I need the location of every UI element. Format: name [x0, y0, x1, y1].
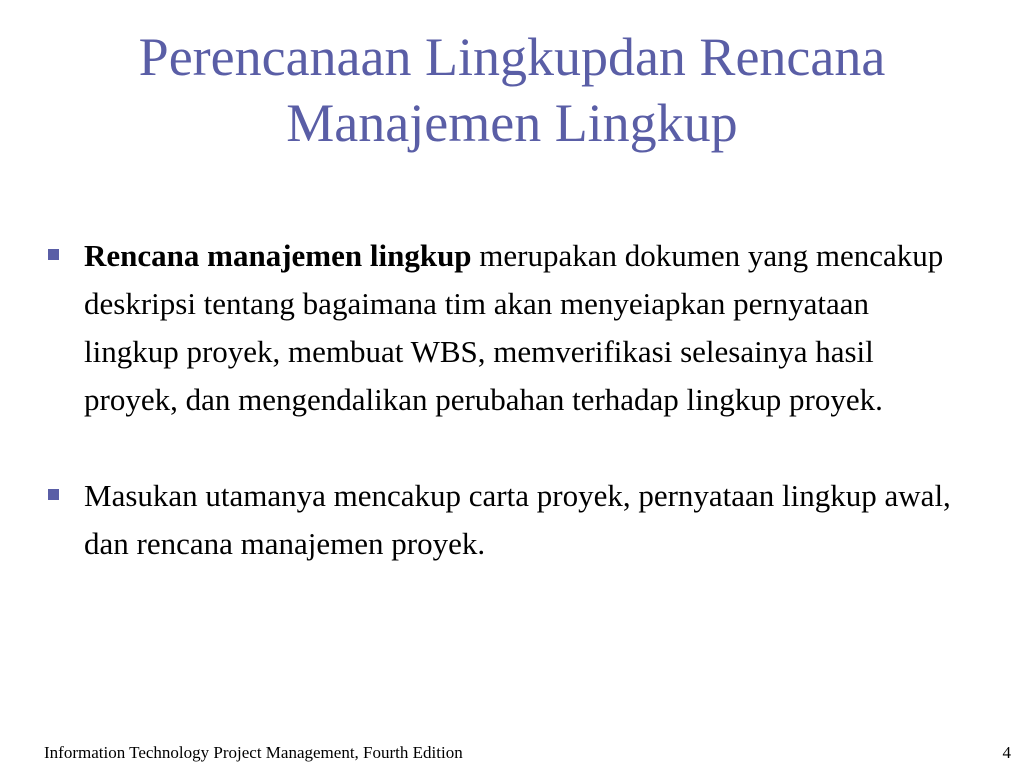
bullet-body-text: Masukan utamanya mencakup carta proyek, pernyataan lingkup awal, dan rencana manajemen proyek.	[84, 478, 951, 561]
square-bullet-icon	[48, 489, 59, 500]
bullet-bold-term: Rencana manajemen lingkup	[84, 238, 472, 273]
footer-text: Information Technology Project Management, Fourth Edition	[44, 743, 463, 762]
bullet-item-scope-plan	[44, 232, 964, 424]
bullet-list	[44, 232, 964, 568]
bullet-body-text: merupakan dokumen yang mencakup deskripsi tentang bagaimana tim akan menyeiapkan pernyataan lingkup proyek, membuat WBS, memverifikasi selesainya hasil proyek, dan mengendalikan perubahan terhadap lingkup proyek.	[84, 238, 944, 417]
bullet-item-main-inputs	[44, 472, 964, 568]
bullet-text	[84, 238, 943, 417]
page-number: 4	[1002, 743, 1011, 762]
square-bullet-icon	[48, 249, 59, 260]
slide-title: Perencanaan Lingkupdan Rencana Manajemen Lingkup	[138, 27, 886, 153]
bullet-text	[84, 478, 951, 561]
